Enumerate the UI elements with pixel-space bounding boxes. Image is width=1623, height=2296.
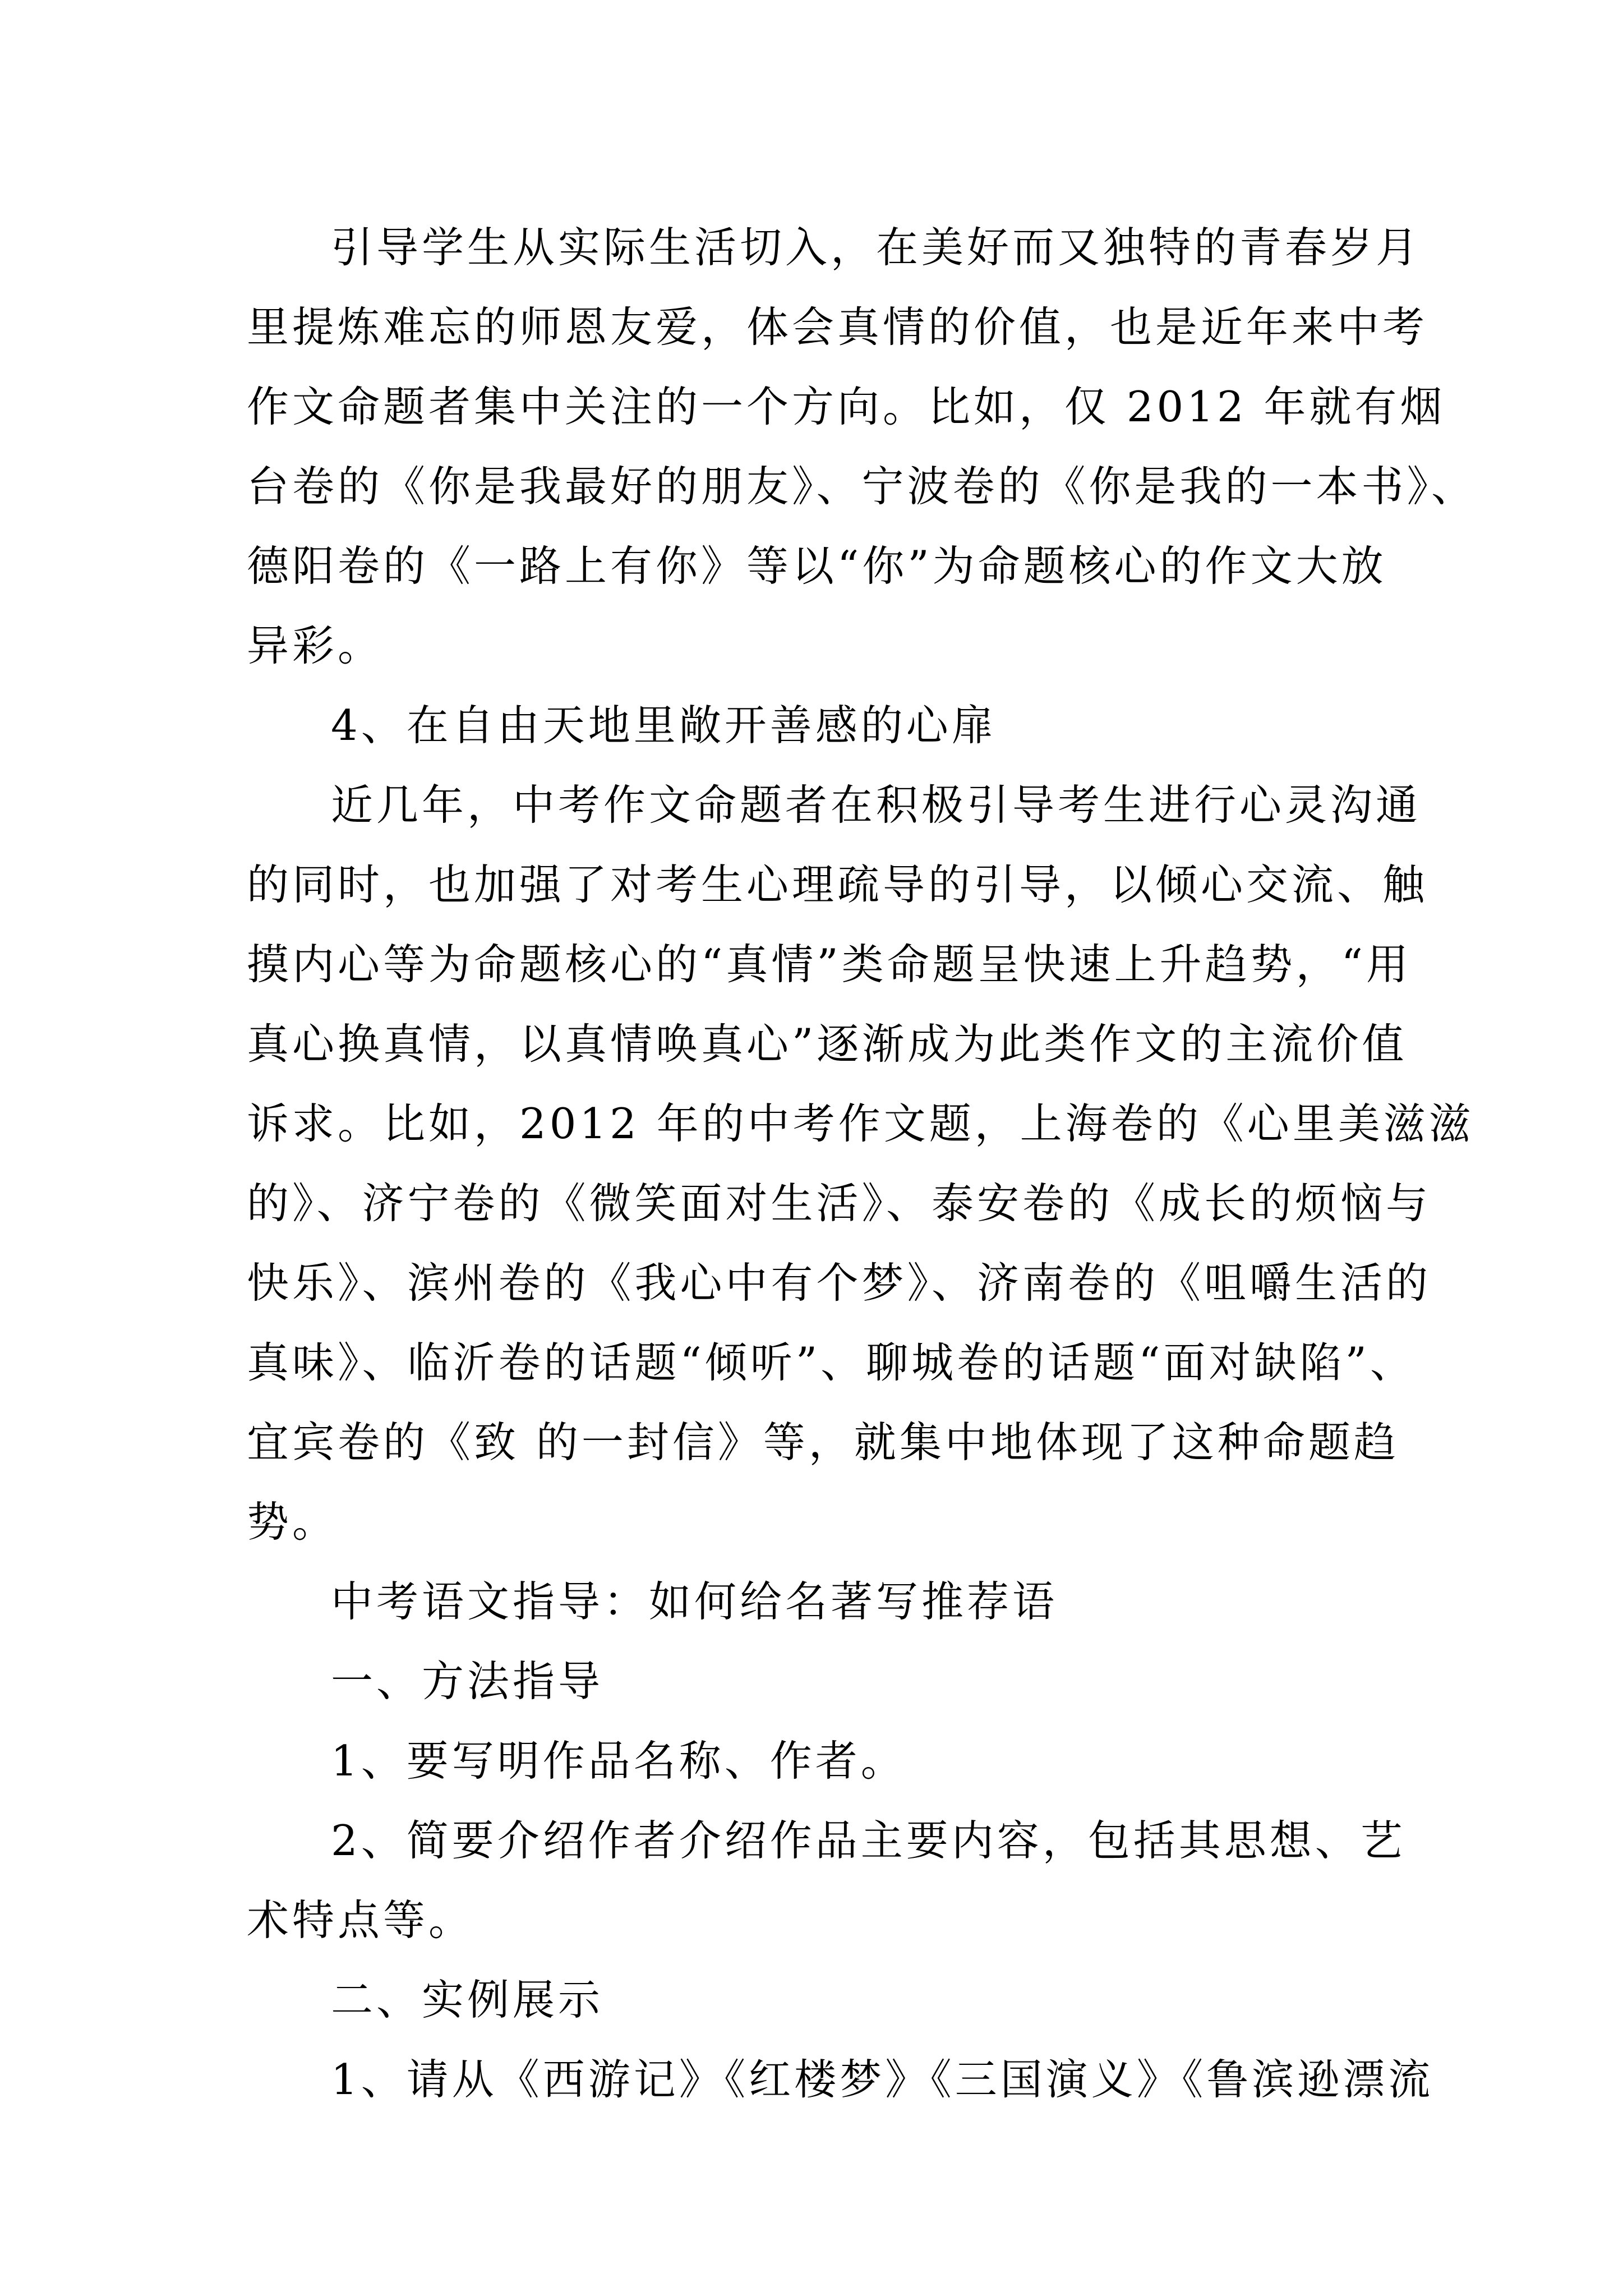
section-heading-examples: 二、实例展示: [331, 1975, 604, 2024]
document-body: [247, 208, 1477, 2119]
text-line-3: 作文命题者集中关注的一个方向。比如，仅 2012 年就有烟: [247, 382, 1446, 431]
section-heading-method: 一、方法指导: [331, 1657, 604, 1706]
text-line-10: 摸内心等为命题核心的“真情”类命题呈快速上升趋势，“用: [247, 940, 1412, 989]
text-line-12: 诉求。比如，2012 年的中考作文题，上海卷的《心里美滋滋: [247, 1099, 1474, 1148]
text-line-2: 里提炼难忘的师恩友爱，体会真情的价值，也是近年来中考: [247, 302, 1428, 352]
section-heading-4: 4、在自由天地里敞开善感的心扉: [331, 701, 997, 750]
text-line-17: 势。: [247, 1497, 338, 1547]
text-line-13: 的》、济宁卷的《微笑面对生活》、泰安卷的《成长的烦恼与: [247, 1179, 1432, 1228]
text-line-9: 的同时，也加强了对考生心理疏导的引导，以倾心交流、触: [247, 860, 1428, 909]
text-line-14: 快乐》、滨州卷的《我心中有个梦》、济南卷的《咀嚼生活的: [247, 1258, 1432, 1308]
text-line-6: 异彩。: [247, 621, 384, 670]
list-item-2: 2、简要介绍作者介绍作品主要内容，包括其思想、艺: [331, 1816, 1406, 1865]
text-line-5: 德阳卷的《一路上有你》等以“你”为命题核心的作文大放: [247, 541, 1387, 591]
example-item-1: 1、请从《西游记》《红楼梦》《三国演义》《鲁滨逊漂流: [331, 2055, 1434, 2104]
article-title: 中考语文指导：如何给名著写推荐语: [331, 1577, 1058, 1626]
text-line-22: 术特点等。: [247, 1895, 474, 1945]
text-line-4: 台卷的《你是我最好的朋友》、宁波卷的《你是我的一本书》、: [247, 462, 1477, 511]
text-line-11: 真心换真情，以真情唤真心”逐渐成为此类作文的主流价值: [247, 1019, 1408, 1069]
text-line-8: 近几年，中考作文命题者在积极引导考生进行心灵沟通: [331, 780, 1422, 830]
list-item-1: 1、要写明作品名称、作者。: [331, 1736, 906, 1786]
text-line-15: 真味》、临沂卷的话题“倾听”、聊城卷的话题“面对缺陷”、: [247, 1338, 1415, 1387]
text-line-16: 宜宾卷的《致 的一封信》等，就集中地体现了这种命题趋: [247, 1418, 1399, 1467]
text-line-1: 引导学生从实际生活切入，在美好而又独特的青春岁月: [331, 223, 1422, 272]
